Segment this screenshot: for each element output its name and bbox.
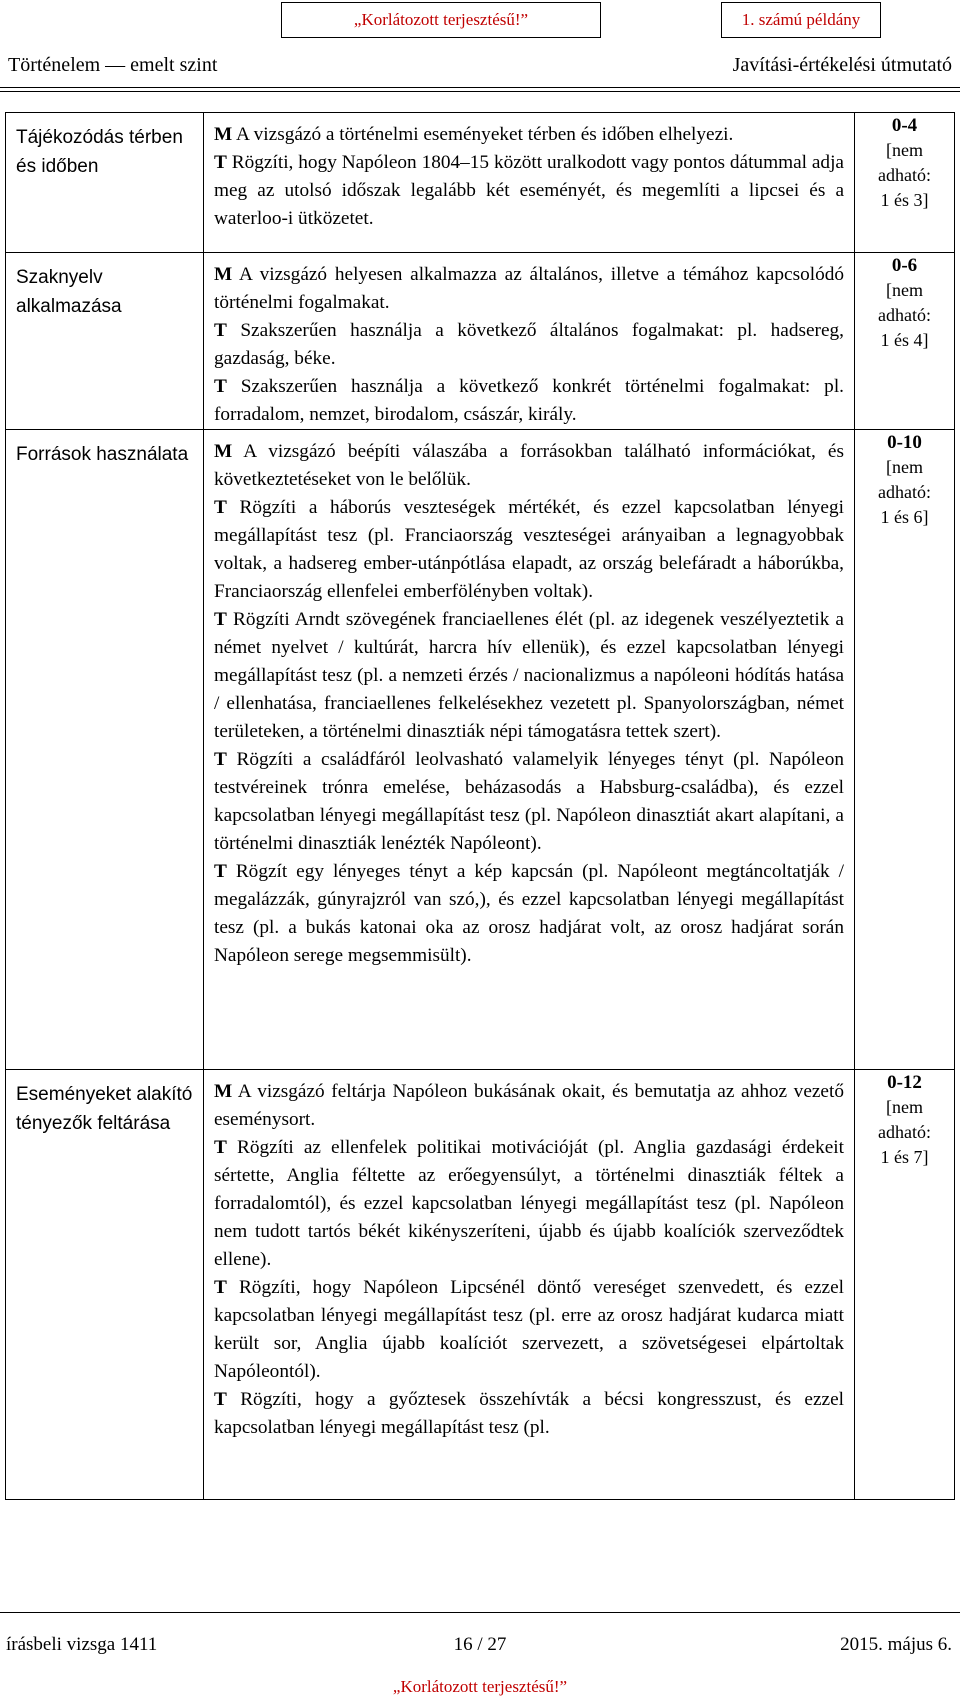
category-label: Források használata <box>16 444 189 465</box>
criterion-item: T Rögzíti a háborús veszteségek mértékét, és ezzel kapcsolatban lényegi megállapítást tesz (pl. Franciaország veszteségei arányaiban a legnagyobbak voltak, a hadsereg ember-utánpótlása elapadt, az ország belefáradt a háborúkba, Franciaország ellenfelei emberfölényben voltak). <box>214 497 844 602</box>
copy-number-box <box>721 2 881 38</box>
footer-date: 2015. május 6. <box>840 1634 952 1655</box>
criterion-item: T Rögzíti, hogy Napóleon 1804–15 között uralkodott vagy pontos dátummal adja meg az utolsó időszak legalább két eseményét, és megemlíti a lipcsei és a waterloo-i ütközetet. <box>214 152 844 229</box>
header-rule-1 <box>0 87 960 88</box>
points-note: 1 és 4] <box>880 330 929 350</box>
category-label: Eseményeket alakító tényezők feltárása <box>16 1084 193 1134</box>
category-label: Tájékozódás térben és időben <box>16 127 183 177</box>
points-note: 1 és 7] <box>880 1147 929 1167</box>
points-note: [nem <box>886 280 923 300</box>
copy-number-label: 1. számú példány <box>741 10 861 29</box>
points-note: 1 és 3] <box>880 190 929 210</box>
category-cell <box>6 253 204 430</box>
points-note: [nem <box>886 1097 923 1117</box>
points-cell <box>855 113 955 253</box>
header-rule-2 <box>0 91 960 92</box>
points-cell <box>855 430 955 1070</box>
footer-rule <box>0 1612 960 1613</box>
criterion-item: T Rögzíti az ellenfelek politikai motivációját (pl. Anglia gazdasági érdekeit sértette, Anglia féltette az erőegyensúlyt, a történelmi dinasztiák féltek a forradalomtól), és ezzel kapcsolatban lényegi megállapítást tesz (pl. Napóleon nem tudott tartós békét kikényszeríteni, újabb és újabb koalíciók szerveződtek ellene). <box>214 1137 844 1270</box>
points-note: adható: <box>878 165 931 185</box>
criterion-item: M A vizsgázó beépíti válaszába a forrásokban található információkat, és következtetéseket von le belőlük. <box>214 441 844 490</box>
header-subject: Történelem — emelt szint <box>8 54 218 76</box>
restricted-label-bottom: „Korlátozott terjesztésű!” <box>392 1677 568 1696</box>
table-row <box>6 253 955 430</box>
criterion-item: T Rögzíti, hogy a győztesek összehívták a bécsi kongresszust, és ezzel kapcsolatban lényegi megállapítást tesz (pl. <box>214 1389 844 1438</box>
points-note: adható: <box>878 305 931 325</box>
points-note: adható: <box>878 1122 931 1142</box>
criterion-item: T Rögzíti, hogy Napóleon Lipcsénél döntő vereséget szenvedett, és ezzel kapcsolatban lényegi megállapítást tesz (pl. erre az orosz hadjárat kudarca miatt került sor, Anglia újabb koalíciót szervezett, a szövetségesei elpártoltak Napóleontól). <box>214 1277 844 1382</box>
criteria-cell <box>204 253 855 430</box>
criterion-item: T Rögzít egy lényeges tényt a kép kapcsán (pl. Napóleont megtáncoltatják / megalázzák, gúnyrajzról van szó,), és ezzel kapcsolatban lényegi megállapítást tesz (pl. a bukás katonai oka az orosz hadjárat volt, az orosz hadjárat során Napóleon serege megsemmisült). <box>214 861 844 966</box>
criteria-cell <box>204 1070 855 1500</box>
table-row <box>6 1070 955 1500</box>
restricted-box-top <box>281 2 601 38</box>
assessment-table <box>5 112 955 1500</box>
criterion-item: M A vizsgázó helyesen alkalmazza az általános, illetve a témához kapcsolódó történelmi fogalmakat. <box>214 264 844 313</box>
restricted-label: „Korlátozott terjesztésű!” <box>353 10 529 29</box>
points-score: 0-10 <box>887 432 922 453</box>
points-score: 0-4 <box>891 115 918 136</box>
table-row <box>6 113 955 253</box>
category-cell <box>6 430 204 1070</box>
criteria-cell <box>204 113 855 253</box>
criterion-item: T Rögzíti Arndt szövegének franciaellenes élét (pl. az idegenek veszélyeztetik a német nyelvet / kultúrát, harcra hív ellenük), és ezzel kapcsolatban lényegi megállapítást tesz (pl. a nemzeti érzés / nacionalizmus a napóleoni hódítás hatása / ellenhatása, franciaellenes felkelésekhez vezetett pl. Spanyolországban, német területeken, a történelmi dinasztiák népi támogatásra tettek szert). <box>214 609 844 742</box>
points-note: 1 és 6] <box>880 507 929 527</box>
category-label: Szaknyelv alkalmazása <box>16 267 122 317</box>
criterion-item: T Szakszerűen használja a következő általános fogalmakat: pl. hadsereg, gazdaság, béke. <box>214 320 844 369</box>
points-note: [nem <box>886 140 923 160</box>
footer-exam-label: írásbeli vizsga 1411 <box>6 1634 158 1655</box>
table-row <box>6 430 955 1070</box>
points-note: adható: <box>878 482 931 502</box>
points-cell <box>855 253 955 430</box>
points-score: 0-6 <box>891 255 918 276</box>
criterion-item: M A vizsgázó feltárja Napóleon bukásának okait, és bemutatja az ahhoz vezető eseménysort. <box>214 1081 844 1130</box>
header-guide-title: Javítási-értékelési útmutató <box>732 54 952 76</box>
category-cell <box>6 1070 204 1500</box>
criterion-item: T Rögzíti a családfáról leolvasható valamelyik lényeges tényt (pl. Napóleon testvéreinek trónra emelése, beházasodás a Habsburg-családba), és ezzel kapcsolatban lényegi megállapítást tesz (pl. Napóleon dinasztiát akart alapítani, a történelmi dinasztiák lenézték Napóleont). <box>214 749 844 854</box>
points-score: 0-12 <box>887 1072 922 1093</box>
criterion-item: M A vizsgázó a történelmi eseményeket térben és időben elhelyezi. <box>214 124 734 145</box>
criterion-item: T Szakszerűen használja a következő konkrét történelmi fogalmakat: pl. forradalom, nemzet, birodalom, császár, király. <box>214 376 844 425</box>
points-cell <box>855 1070 955 1500</box>
points-note: [nem <box>886 457 923 477</box>
footer-page-number: 16 / 27 <box>453 1634 507 1655</box>
criteria-cell <box>204 430 855 1070</box>
category-cell <box>6 113 204 253</box>
